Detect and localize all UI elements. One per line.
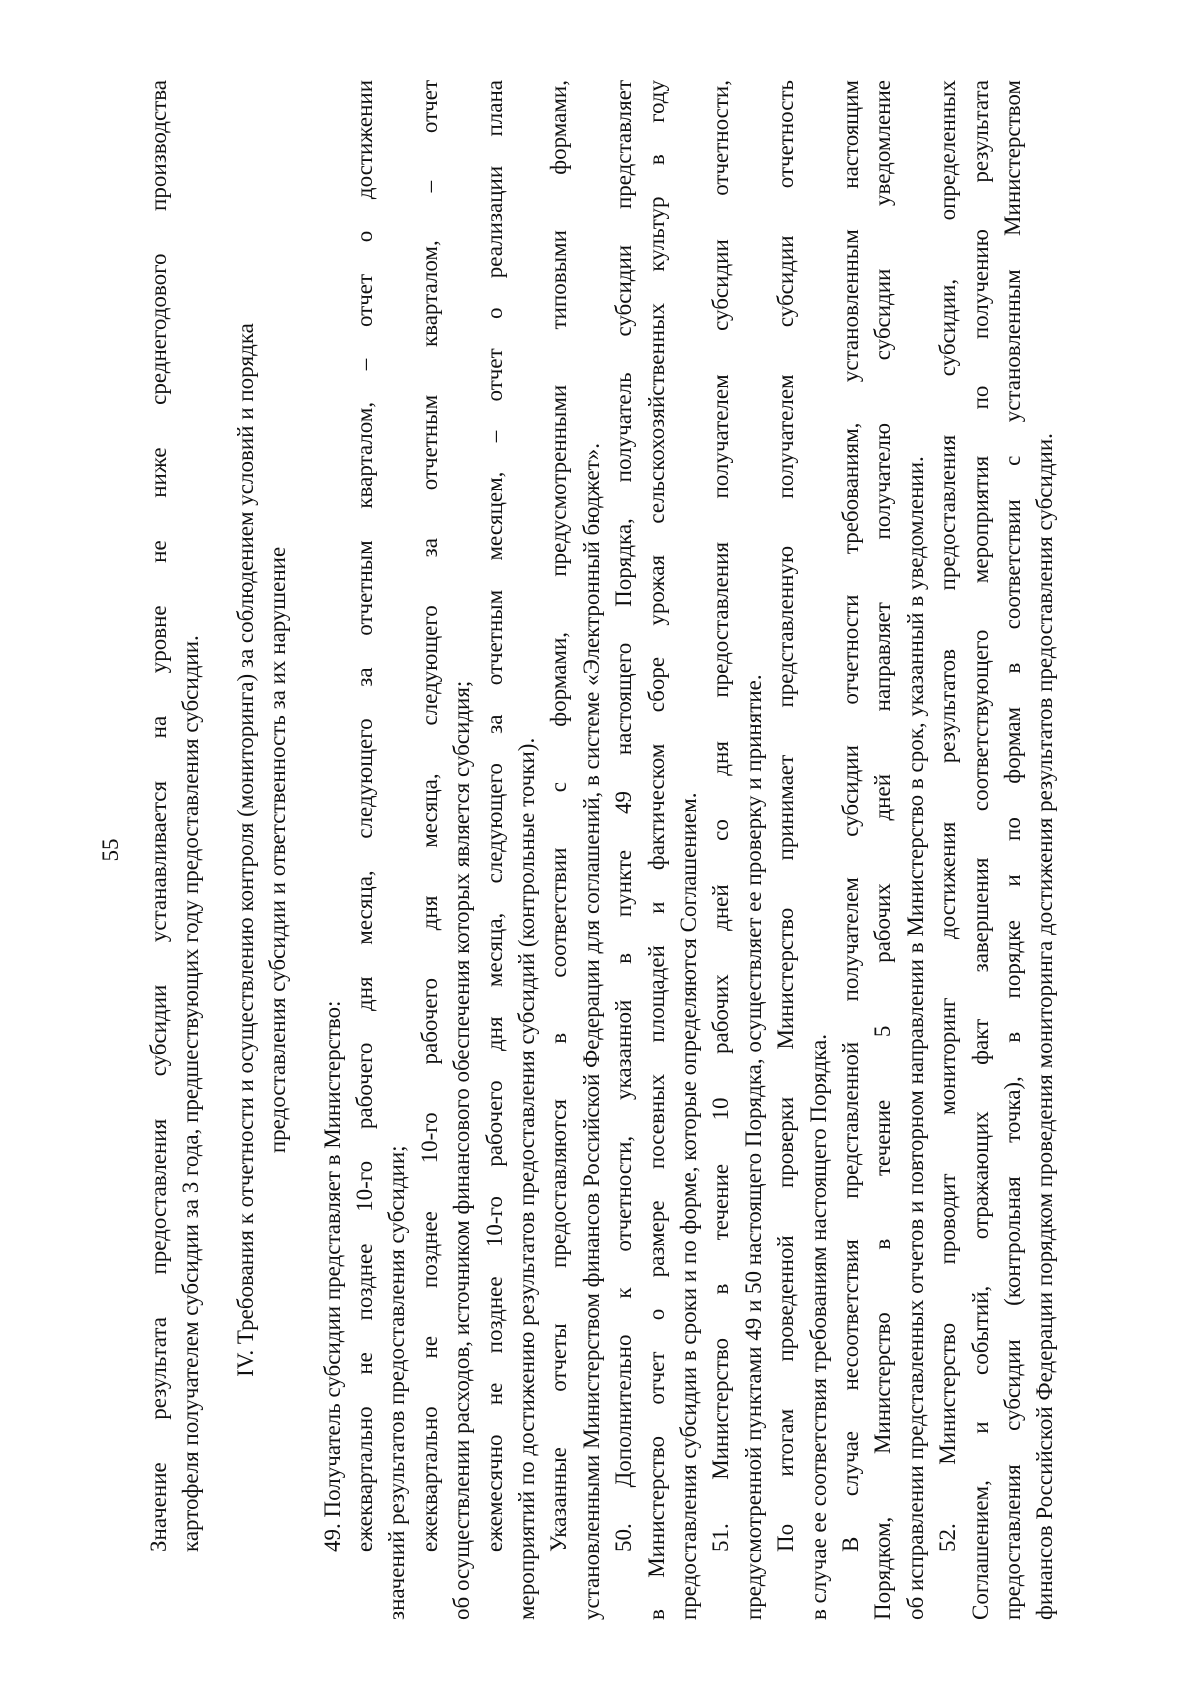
text-line: финансов Российской Федерации порядком проведения мониторинга достижения результатов предоставления субсидии. (1032, 433, 1058, 1620)
text-line: предоставления субсидии и ответственность за их нарушение (265, 546, 291, 1154)
text-line: По итогам проведенной проверки Министерство принимает представленную получателем субсидии отчетность (773, 80, 799, 1552)
text-line: Соглашением, и событий, отражающих факт завершения соответствующего мероприятия по получению результата (967, 80, 993, 1620)
text-line: IV. Требования к отчетности и осуществлению контроля (мониторинга) за соблюдением условий и порядка (232, 323, 258, 1377)
text-line: Значение результата предоставления субсидии устанавливается на уровне не ниже среднегодового производства (146, 80, 171, 1552)
text-line: 52. Министерство проводит мониторинг достижения результатов предоставления субсидии, определенных (935, 80, 961, 1552)
text-line: в Министерство отчет о размере посевных площадей и фактическом сборе урожая сельскохозяйственных культур в году (643, 80, 669, 1620)
text-line: об осуществлении расходов, источником финансового обеспечения которых является субсидия; (449, 680, 475, 1620)
page-number: 55 (98, 838, 123, 862)
rotated-text-block (95, 80, 1085, 1620)
text-line: картофеля получателем субсидии за 3 года, предшествующих году предоставления субсидии. (178, 635, 204, 1552)
text-line: установленными Министерством финансов Российской Федерации для соглашений, в системе «Электронный бюджет». (578, 442, 604, 1620)
text-line: В случае несоответствия представленной получателем субсидии отчетности требованиям, установленным настоящим (838, 80, 863, 1552)
text-line: предусмотренной пунктами 49 и 50 настоящего Порядка, осуществляет ее проверку и принятие. (740, 674, 766, 1620)
text-line: ежеквартально не позднее 10-го рабочего дня месяца, следующего за отчетным кварталом, – отчет о достижении (352, 80, 377, 1552)
text-line: Указанные отчеты предоставляются в соответствии с формами, предусмотренными типовыми формами, (546, 80, 572, 1552)
text-line: 51. Министерство в течение 10 рабочих дней со дня предоставления получателем субсидии отчетности, (708, 80, 734, 1552)
text-line: значений результатов предоставления субсидии; (384, 1145, 410, 1620)
text-line: ежемесячно не позднее 10-го рабочего дня месяца, следующего за отчетным месяцем, – отчет о реализации плана (481, 80, 507, 1552)
text-line: мероприятий по достижению результатов предоставления субсидий (контрольные точки). (514, 737, 539, 1620)
text-line: Порядком, Министерство в течение 5 рабочих дней направляет получателю субсидии уведомление (870, 80, 896, 1620)
text-line: в случае ее соответствия требованиям настоящего Порядка. (805, 1033, 831, 1620)
text-line: 49. Получатель субсидии представляет в Министерство: (319, 1000, 345, 1552)
text-line: ежеквартально не позднее 10-го рабочего дня месяца, следующего за отчетным кварталом, – отчет (416, 80, 442, 1552)
text-line: предоставления субсидии (контрольная точка), в порядке и по формам в соответствии с установленным Министерством (1000, 80, 1025, 1620)
text-line: предоставления субсидии в сроки и по форме, которые определяются Соглашением. (676, 792, 701, 1620)
text-line: 50. Дополнительно к отчетности, указанной в пункте 49 настоящего Порядка, получатель субсидии представляет (611, 80, 637, 1552)
text-line: об исправлении представленных отчетов и повторном направлении в Министерство в срок, указанный в уведомлении. (902, 456, 928, 1620)
